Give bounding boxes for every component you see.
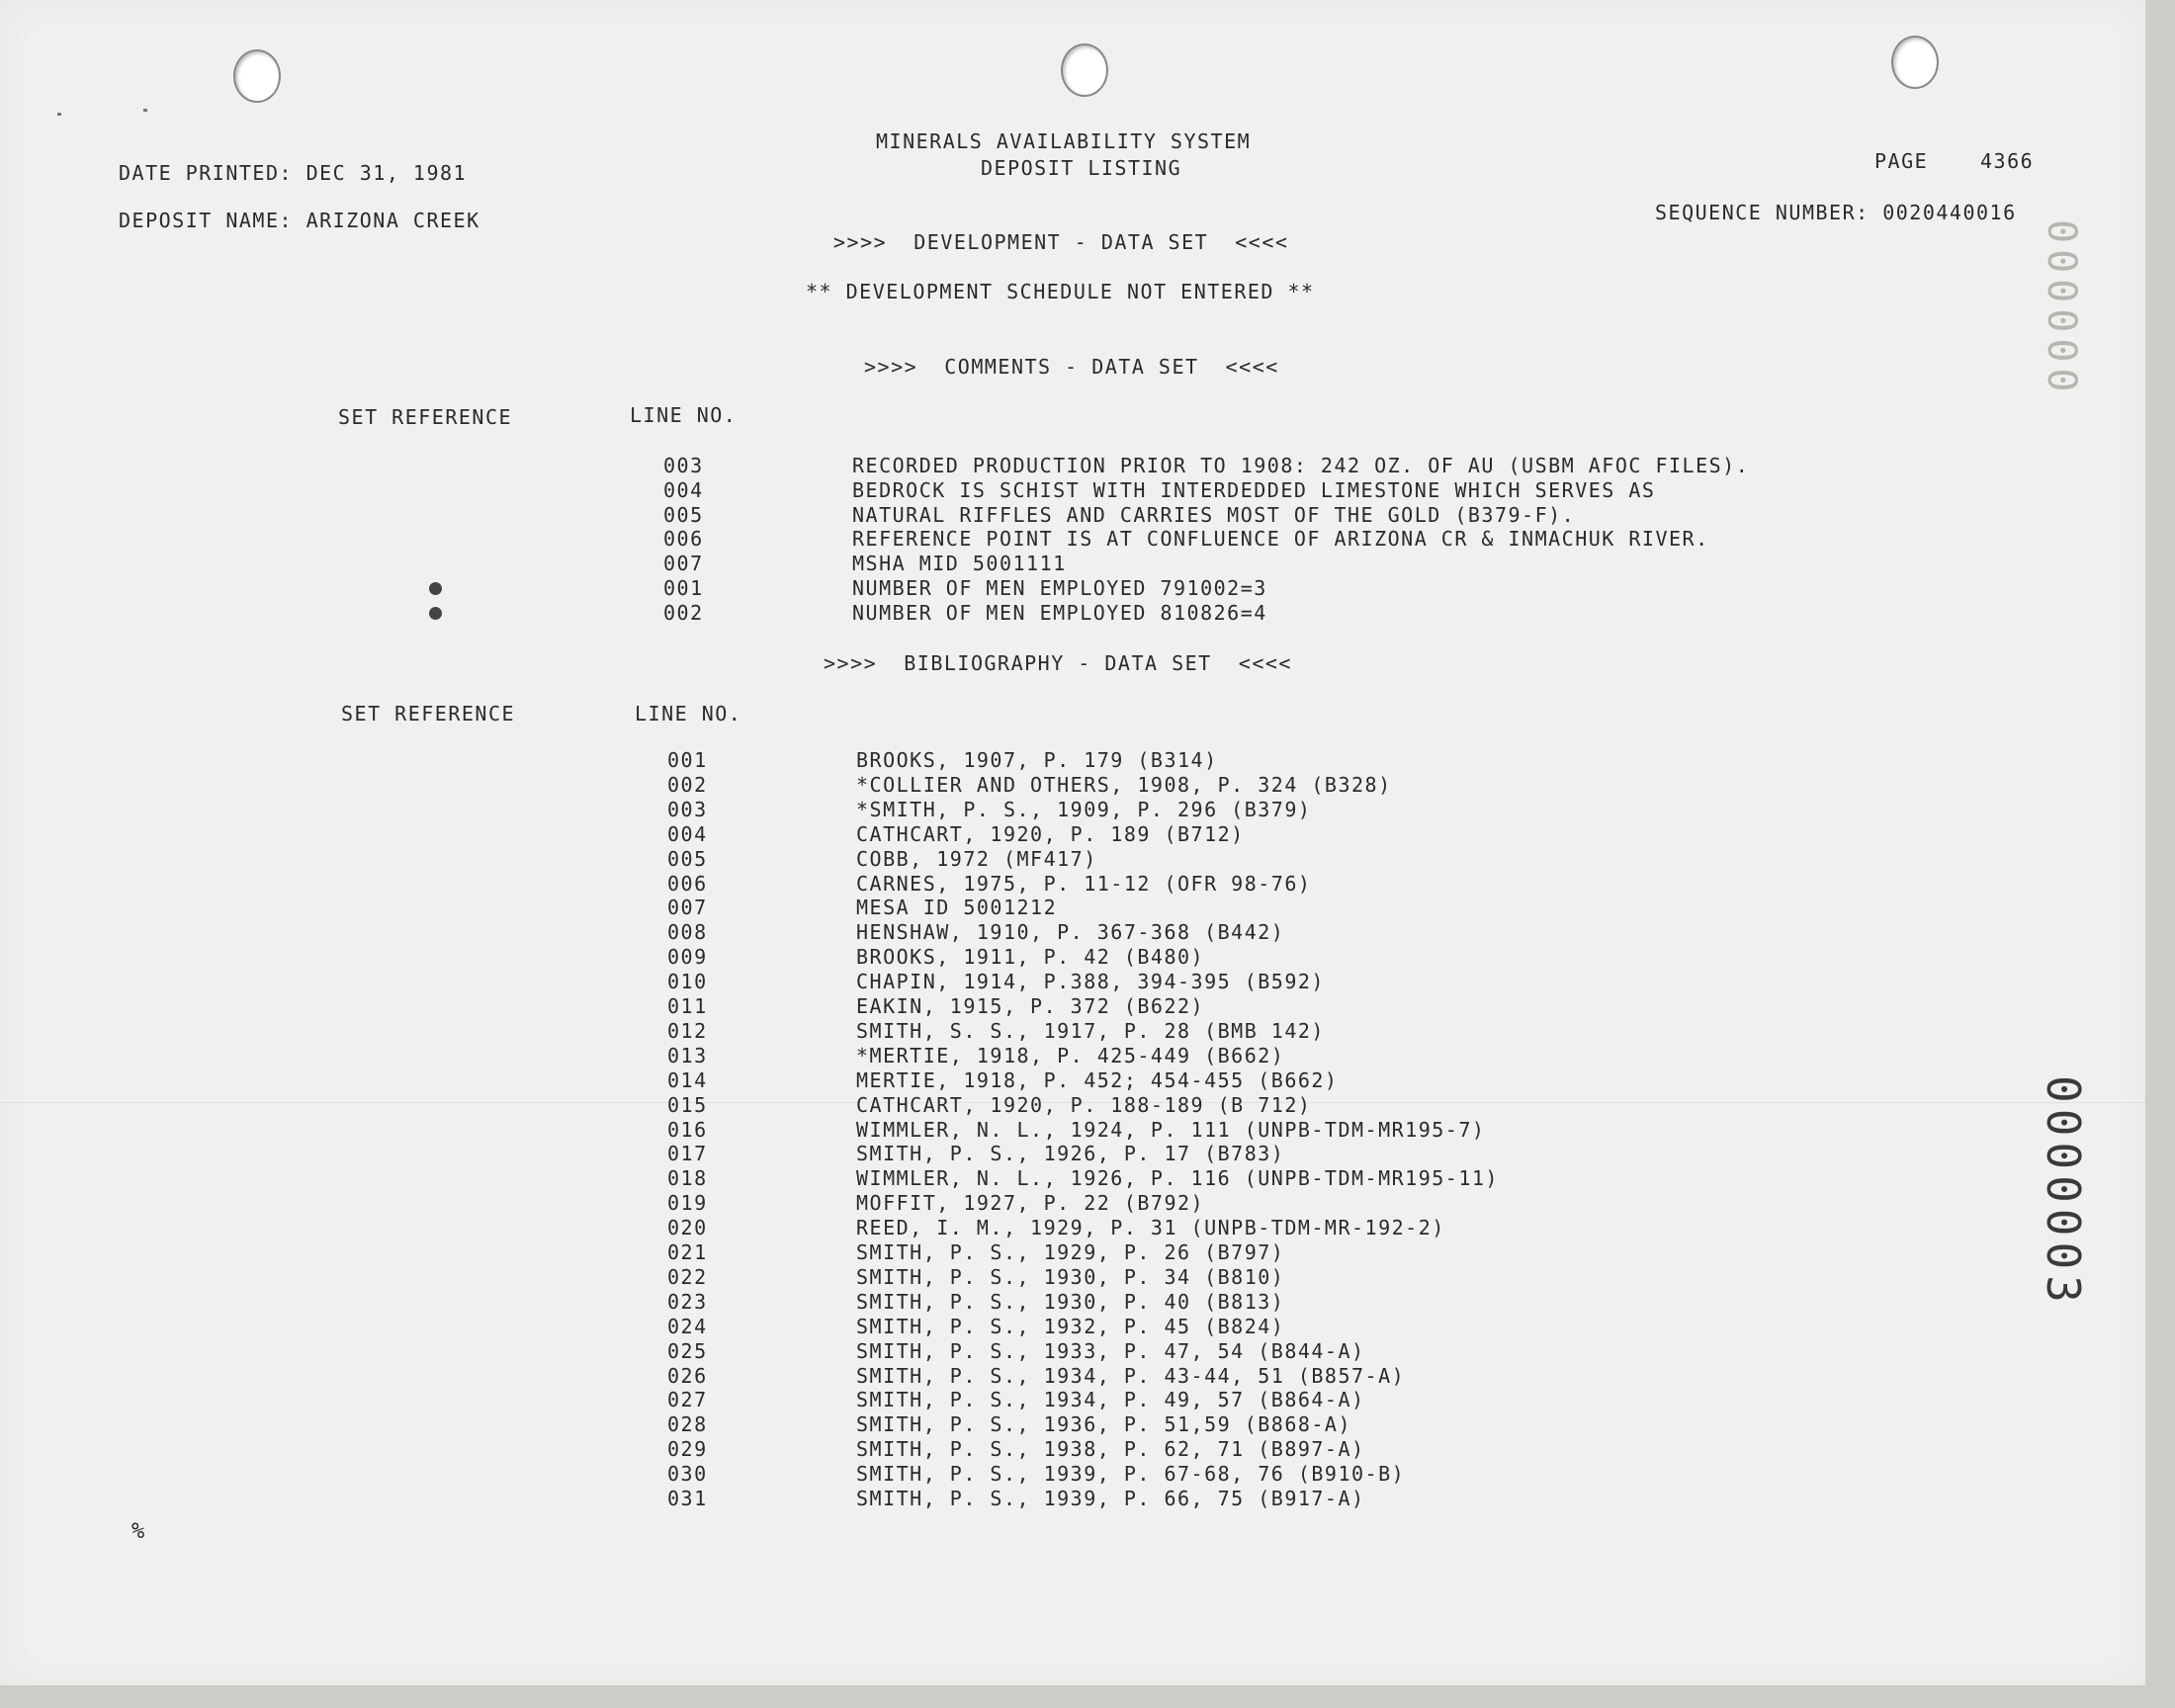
bibliography-line-no: 022 bbox=[667, 1264, 708, 1289]
bibliography-entry-text: SMITH, P. S., 1932, P. 45 (B824) bbox=[856, 1314, 1285, 1338]
bibliography-line-no: 010 bbox=[667, 970, 708, 994]
page-label: PAGE bbox=[1874, 149, 1929, 173]
bibliography-line-no: 016 bbox=[667, 1117, 708, 1142]
bibliography-heading: >>>> BIBLIOGRAPHY - DATA SET <<<< bbox=[824, 651, 1292, 675]
comments-entry-text: REFERENCE POINT IS AT CONFLUENCE OF ARIZONA CR & INMACHUK RIVER. bbox=[852, 527, 1709, 552]
bibliography-line-no: 024 bbox=[667, 1314, 708, 1338]
comments-heading: >>>> COMMENTS - DATA SET <<<< bbox=[864, 355, 1279, 379]
development-heading: >>>> DEVELOPMENT - DATA SET <<<< bbox=[833, 230, 1289, 254]
bibliography-line-no: 029 bbox=[667, 1437, 708, 1462]
bibliography-entry-text: SMITH, P. S., 1934, P. 43-44, 51 (B857-A) bbox=[856, 1363, 1406, 1388]
bibliography-line-no: 014 bbox=[667, 1068, 708, 1092]
bibliography-entry-text: MESA ID 5001212 bbox=[856, 896, 1058, 920]
comments-line-no: 007 bbox=[663, 552, 704, 576]
comments-line-no: 003 bbox=[663, 454, 704, 477]
comments-line-no: 002 bbox=[663, 600, 704, 625]
bibliography-line-no: 015 bbox=[667, 1092, 708, 1117]
bibliography-line-no: 028 bbox=[667, 1412, 708, 1437]
comments-entry-text: NUMBER OF MEN EMPLOYED 810826=4 bbox=[852, 600, 1267, 625]
bibliography-entry-text: SMITH, P. S., 1929, P. 26 (B797) bbox=[856, 1240, 1285, 1264]
bibliography-entry-text: COBB, 1972 (MF417) bbox=[856, 846, 1097, 871]
punch-hole-right bbox=[1891, 36, 1939, 89]
bibliography-entry-text: *COLLIER AND OTHERS, 1908, P. 324 (B328) bbox=[856, 772, 1392, 797]
bibliography-entry-text: SMITH, P. S., 1926, P. 17 (B783) bbox=[856, 1142, 1285, 1166]
bibliography-entry-text: HENSHAW, 1910, P. 367-368 (B442) bbox=[856, 920, 1285, 945]
comments-entry-text: BEDROCK IS SCHIST WITH INTERDEDDED LIMESTONE WHICH SERVES AS bbox=[852, 477, 1656, 502]
date-printed bbox=[119, 161, 467, 185]
punch-hole-center bbox=[1061, 43, 1108, 97]
bibliography-entry-text: BROOKS, 1907, P. 179 (B314) bbox=[856, 748, 1218, 772]
bibliography-line-no: 021 bbox=[667, 1240, 708, 1264]
bibliography-line-no: 030 bbox=[667, 1462, 708, 1487]
bibliography-entry-text: SMITH, P. S., 1934, P. 49, 57 (B864-A) bbox=[856, 1388, 1365, 1412]
comments-line-no: 001 bbox=[663, 576, 704, 600]
comments-line-no: 004 bbox=[663, 477, 704, 502]
bibliography-line-no: 001 bbox=[667, 748, 708, 772]
bibliography-entry-text: SMITH, P. S., 1938, P. 62, 71 (B897-A) bbox=[856, 1437, 1365, 1462]
comments-line-no: 005 bbox=[663, 502, 704, 527]
bibliography-entry-text: CARNES, 1975, P. 11-12 (OFR 98-76) bbox=[856, 871, 1312, 896]
deposit-name-label: DEPOSIT NAME: bbox=[119, 209, 294, 232]
comments-entry-text: NATURAL RIFFLES AND CARRIES MOST OF THE GOLD (B379-F). bbox=[852, 502, 1576, 527]
deposit-name-value: ARIZONA CREEK bbox=[305, 209, 480, 232]
bibliography-entry-text: *SMITH, P. S., 1909, P. 296 (B379) bbox=[856, 797, 1312, 821]
bibliography-entry-text: SMITH, P. S., 1930, P. 40 (B813) bbox=[856, 1289, 1285, 1314]
scan-edge bbox=[2145, 0, 2175, 1708]
bibliography-entry-text: MERTIE, 1918, P. 452; 454-455 (B662) bbox=[856, 1068, 1339, 1092]
set-reference-mark bbox=[429, 582, 442, 595]
bibliography-line-no: 011 bbox=[667, 994, 708, 1018]
bibliography-entry-text: SMITH, S. S., 1917, P. 28 (BMB 142) bbox=[856, 1018, 1325, 1043]
bibliography-entry-text: SMITH, P. S., 1939, P. 67-68, 76 (B910-B) bbox=[856, 1462, 1406, 1487]
sequence-number bbox=[1655, 201, 2017, 224]
listing-title: DEPOSIT LISTING bbox=[981, 156, 1182, 180]
page-number: 4366 bbox=[1980, 149, 2035, 173]
footer-mark: % bbox=[131, 1519, 146, 1544]
comments-line-no: 006 bbox=[663, 527, 704, 552]
bibliography-entry-text: WIMMLER, N. L., 1924, P. 111 (UNPB-TDM-MR195-7) bbox=[856, 1117, 1486, 1142]
bibliography-line-no: 002 bbox=[667, 772, 708, 797]
bibliography-entry-text: MOFFIT, 1927, P. 22 (B792) bbox=[856, 1191, 1205, 1216]
comments-col-line-no: LINE NO. bbox=[630, 403, 738, 427]
scan-bottom-edge bbox=[0, 1685, 2175, 1708]
bibliography-entry-text: WIMMLER, N. L., 1926, P. 116 (UNPB-TDM-MR195-11) bbox=[856, 1166, 1499, 1191]
speck bbox=[143, 109, 147, 112]
bibliography-line-no: 023 bbox=[667, 1289, 708, 1314]
bibliography-col-set-reference: SET REFERENCE bbox=[341, 702, 516, 726]
bibliography-line-no: 013 bbox=[667, 1043, 708, 1068]
bibliography-line-no: 012 bbox=[667, 1018, 708, 1043]
comments-entry-text: RECORDED PRODUCTION PRIOR TO 1908: 242 OZ. OF AU (USBM AFOC FILES). bbox=[852, 454, 1750, 477]
punch-hole-left bbox=[233, 49, 281, 103]
bibliography-entry-text: SMITH, P. S., 1930, P. 34 (B810) bbox=[856, 1264, 1285, 1289]
bibliography-line-no: 009 bbox=[667, 945, 708, 970]
bibliography-line-no: 018 bbox=[667, 1166, 708, 1191]
comments-entry-text: NUMBER OF MEN EMPLOYED 791002=3 bbox=[852, 576, 1267, 600]
date-printed-value: DEC 31, 1981 bbox=[305, 161, 468, 185]
comments-col-set-reference: SET REFERENCE bbox=[338, 405, 513, 429]
bibliography-line-no: 027 bbox=[667, 1388, 708, 1412]
frame-stamp: 0000003 bbox=[2037, 1075, 2090, 1309]
bibliography-entry-text: *MERTIE, 1918, P. 425-449 (B662) bbox=[856, 1043, 1285, 1068]
bibliography-entry-text: BROOKS, 1911, P. 42 (B480) bbox=[856, 945, 1205, 970]
bibliography-line-no: 020 bbox=[667, 1216, 708, 1240]
bibliography-line-no: 005 bbox=[667, 846, 708, 871]
bibliography-col-line-no: LINE NO. bbox=[635, 702, 742, 726]
bibliography-line-no: 017 bbox=[667, 1142, 708, 1166]
bibliography-line-no: 006 bbox=[667, 871, 708, 896]
bibliography-line-no: 031 bbox=[667, 1487, 708, 1510]
bibliography-line-no: 007 bbox=[667, 896, 708, 920]
bibliography-entry-text: REED, I. M., 1929, P. 31 (UNPB-TDM-MR-192-2) bbox=[856, 1216, 1445, 1240]
speck bbox=[57, 113, 61, 116]
deposit-name bbox=[119, 209, 480, 232]
bibliography-entry-text: CATHCART, 1920, P. 189 (B712) bbox=[856, 821, 1245, 846]
bibliography-entry-text: SMITH, P. S., 1936, P. 51,59 (B868-A) bbox=[856, 1412, 1352, 1437]
bibliography-entry-text: CATHCART, 1920, P. 188-189 (B 712) bbox=[856, 1092, 1312, 1117]
date-printed-label: DATE PRINTED: bbox=[119, 161, 294, 185]
bibliography-line-no: 025 bbox=[667, 1338, 708, 1363]
comments-entry-text: MSHA MID 5001111 bbox=[852, 552, 1067, 576]
set-reference-mark bbox=[429, 607, 442, 620]
bibliography-entry-text: SMITH, P. S., 1939, P. 66, 75 (B917-A) bbox=[856, 1487, 1365, 1510]
development-note: ** DEVELOPMENT SCHEDULE NOT ENTERED ** bbox=[806, 280, 1315, 303]
bibliography-line-no: 026 bbox=[667, 1363, 708, 1388]
bibliography-line-no: 003 bbox=[667, 797, 708, 821]
sequence-label: SEQUENCE NUMBER: bbox=[1655, 201, 1870, 224]
bibliography-line-no: 004 bbox=[667, 821, 708, 846]
bibliography-entry-text: CHAPIN, 1914, P.388, 394-395 (B592) bbox=[856, 970, 1325, 994]
system-title: MINERALS AVAILABILITY SYSTEM bbox=[876, 129, 1252, 153]
bibliography-line-no: 019 bbox=[667, 1191, 708, 1216]
bibliography-entry-text: EAKIN, 1915, P. 372 (B622) bbox=[856, 994, 1205, 1018]
bibliography-entry-text: SMITH, P. S., 1933, P. 47, 54 (B844-A) bbox=[856, 1338, 1365, 1363]
faint-stamp: 000000 bbox=[2039, 219, 2084, 398]
bibliography-line-no: 008 bbox=[667, 920, 708, 945]
sequence-value: 0020440016 bbox=[1882, 201, 2017, 224]
